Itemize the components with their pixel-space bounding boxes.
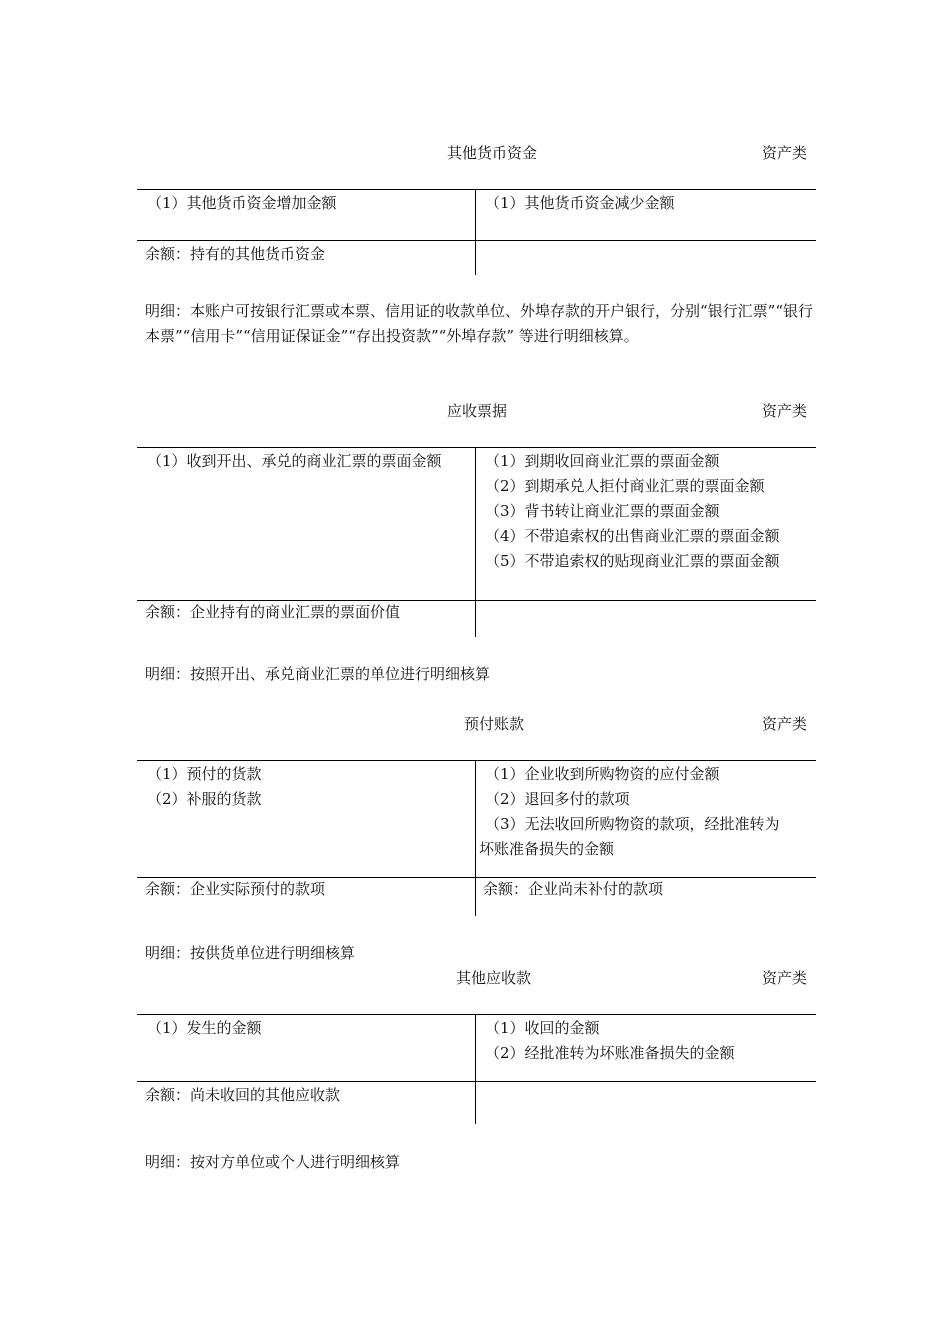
debit-entry: （1）发生的金额 xyxy=(147,1019,262,1037)
account-title: 预付账款 xyxy=(464,715,525,733)
t-account-top-line xyxy=(137,760,816,761)
debit-entry: （1）预付的货款 xyxy=(147,765,262,783)
debit-entries xyxy=(147,449,472,474)
account-category: 资产类 xyxy=(761,144,807,162)
t-account-top-line xyxy=(137,189,816,190)
account-category: 资产类 xyxy=(761,402,807,420)
t-account-top-line xyxy=(137,1014,816,1015)
credit-entries xyxy=(485,1016,810,1066)
credit-entries xyxy=(479,762,810,862)
t-account-balance-line xyxy=(137,240,816,241)
debit-entry: （1）其他货币资金增加金额 xyxy=(147,194,337,212)
account-title: 其他货币资金 xyxy=(447,144,538,162)
account-category: 资产类 xyxy=(761,715,807,733)
detail-note: 明细：本账户可按银行汇票或本票、信用证的收款单位、外埠存款的开户银行，分别“银行汇票”“银行本票”“信用卡”“信用证保证金”“存出投资款”“外埠存款” 等进行明细核算。 xyxy=(145,302,814,345)
t-account xyxy=(137,760,816,916)
t-account xyxy=(137,189,816,275)
detail-note: 明细：按照开出、承兑商业汇票的单位进行明细核算 xyxy=(145,665,491,683)
credit-entry: 坏账准备损失的金额 xyxy=(479,840,615,858)
t-account-divider xyxy=(475,1014,476,1124)
credit-entry: （3）无法收回所购物资的款项，经批准转为 xyxy=(485,815,780,833)
credit-entry: （2）退回多付的款项 xyxy=(485,790,630,808)
credit-entry: （1）到期收回商业汇票的票面金额 xyxy=(485,452,720,470)
debit-balance: 余额：企业持有的商业汇票的票面价值 xyxy=(145,603,401,621)
debit-balance: 余额：尚未收回的其他应收款 xyxy=(145,1086,341,1104)
account-category: 资产类 xyxy=(761,969,807,987)
t-account-divider xyxy=(475,447,476,637)
t-account-top-line xyxy=(137,447,816,448)
account-title: 其他应收款 xyxy=(456,969,532,987)
debit-balance: 余额：企业实际预付的款项 xyxy=(145,880,326,898)
credit-entries xyxy=(485,449,810,574)
credit-entries xyxy=(485,191,810,216)
credit-entry: （2）经批准转为坏账准备损失的金额 xyxy=(485,1044,735,1062)
debit-balance: 余额：持有的其他货币资金 xyxy=(145,245,326,263)
credit-entry: （1）企业收到所购物资的应付金额 xyxy=(485,765,720,783)
debit-entries xyxy=(147,1016,472,1041)
t-account-balance-line xyxy=(137,1081,816,1082)
t-account-divider xyxy=(475,760,476,916)
credit-entry: （1）收回的金额 xyxy=(485,1019,600,1037)
credit-entry: （4）不带追索权的出售商业汇票的票面金额 xyxy=(485,527,780,545)
credit-entry: （3）背书转让商业汇票的票面金额 xyxy=(485,502,720,520)
credit-balance: 余额：企业尚未补付的款项 xyxy=(483,880,664,898)
t-account xyxy=(137,1014,816,1124)
t-account xyxy=(137,447,816,637)
credit-entry: （1）其他货币资金减少金额 xyxy=(485,194,675,212)
debit-entry: （2）补服的货款 xyxy=(147,790,262,808)
debit-entries xyxy=(147,191,472,216)
detail-note: 明细：按对方单位或个人进行明细核算 xyxy=(145,1153,401,1171)
detail-note: 明细：按供货单位进行明细核算 xyxy=(145,944,356,962)
t-account-divider xyxy=(475,189,476,275)
credit-entry: （2）到期承兑人拒付商业汇票的票面金额 xyxy=(485,477,765,495)
debit-entry: （1）收到开出、承兑的商业汇票的票面金额 xyxy=(147,452,442,470)
debit-entries xyxy=(147,762,472,812)
account-title: 应收票据 xyxy=(447,402,508,420)
credit-entry: （5）不带追索权的贴现商业汇票的票面金额 xyxy=(485,552,780,570)
